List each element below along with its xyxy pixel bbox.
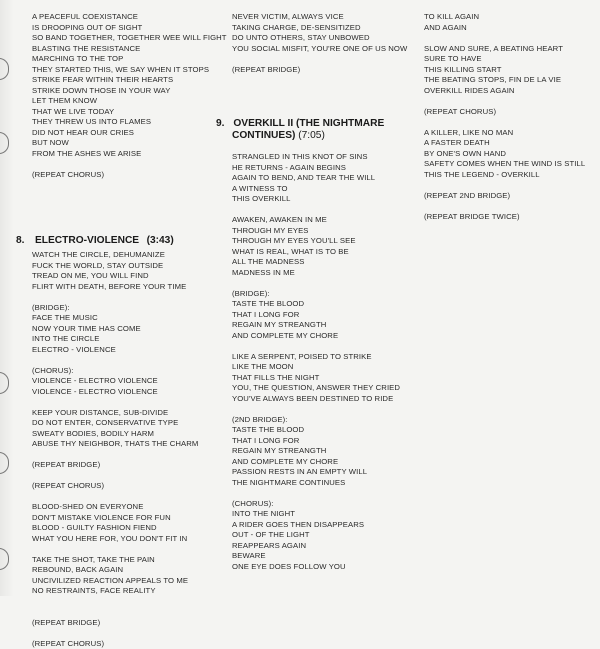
lyric-line: YOU, THE QUESTION, ANSWER THEY CRIED	[232, 383, 400, 394]
stanza-gap	[232, 278, 400, 289]
lyric-line: HE RETURNS - AGAIN BEGINS	[232, 163, 400, 174]
lyric-line: REAPPEARS AGAIN	[232, 541, 400, 552]
lyric-line: NEVER VICTIM, ALWAYS VICE	[232, 12, 407, 23]
lyric-line: KEEP YOUR DISTANCE, SUB-DIVIDE	[32, 408, 198, 419]
lyric-line: DO UNTO OTHERS, STAY UNBOWED	[232, 33, 407, 44]
lyric-line: AWAKEN, AWAKEN IN ME	[232, 215, 400, 226]
lyric-line: ALL THE MADNESS	[232, 257, 400, 268]
song9-title-line1: OVERKILL II (THE NIGHTMARE	[233, 118, 384, 129]
lyric-line: DID NOT HEAR OUR CRIES	[32, 128, 227, 139]
lyric-line: (REPEAT BRIDGE)	[32, 618, 198, 629]
lyric-line: (REPEAT CHORUS)	[32, 639, 198, 649]
lyric-line: STRIKE FEAR WITHIN THEIR HEARTS	[32, 75, 227, 86]
lyric-line: A RIDER GOES THEN DISAPPEARS	[232, 520, 400, 531]
lyric-line: SURE TO HAVE	[424, 54, 585, 65]
lyric-line: (REPEAT 2ND BRIDGE)	[424, 191, 585, 202]
lyric-line: (REPEAT CHORUS)	[32, 170, 227, 181]
lyric-line: (BRIDGE):	[232, 289, 400, 300]
lyric-line: (REPEAT BRIDGE)	[32, 460, 198, 471]
lyric-line: TAKE THE SHOT, TAKE THE PAIN	[32, 555, 198, 566]
lyric-line: THEY STARTED THIS, WE SAY WHEN IT STOPS	[32, 65, 227, 76]
lyric-line: TO KILL AGAIN	[424, 12, 585, 23]
stanza-gap	[32, 628, 198, 639]
lyric-line: THIS THE LEGEND - OVERKILL	[424, 170, 585, 181]
lyric-line: TASTE THE BLOOD	[232, 425, 400, 436]
col2-top-lyrics	[232, 12, 407, 75]
lyric-line: BLOOD - GUILTY FASHION FIEND	[32, 523, 198, 534]
lyric-line: BEWARE	[232, 551, 400, 562]
lyric-line: WHAT IS REAL, WHAT IS TO BE	[232, 247, 400, 258]
song9-title-line2: CONTINUES)	[232, 130, 295, 141]
lyric-line: (2ND BRIDGE):	[232, 415, 400, 426]
stanza-gap	[232, 205, 400, 216]
stanza-gap	[32, 544, 198, 555]
lyric-line: (BRIDGE):	[32, 303, 198, 314]
lyric-line: SWEATY BODIES, BODILY HARM	[32, 429, 198, 440]
lyric-line: VIOLENCE - ELECTRO VIOLENCE	[32, 376, 198, 387]
song9-heading	[216, 118, 384, 142]
lyric-line: AGAIN TO BEND, AND TEAR THE WILL	[232, 173, 400, 184]
lyric-line: FROM THE ASHES WE ARISE	[32, 149, 227, 160]
lyric-line: LET THEM KNOW	[32, 96, 227, 107]
lyric-line: THROUGH MY EYES YOU'LL SEE	[232, 236, 400, 247]
lyric-line: MARCHING TO THE TOP	[32, 54, 227, 65]
lyric-line: ABUSE THY NEIGHBOR, THATS THE CHARM	[32, 439, 198, 450]
lyric-line: OUT - OF THE LIGHT	[232, 530, 400, 541]
song9-lyrics	[232, 152, 400, 572]
lyric-line: THAT WE LIVE TODAY	[32, 107, 227, 118]
lyric-line: STRANGLED IN THIS KNOT OF SINS	[232, 152, 400, 163]
lyric-line: A FASTER DEATH	[424, 138, 585, 149]
lyric-line: DON'T MISTAKE VIOLENCE FOR FUN	[32, 513, 198, 524]
lyric-line: YOU'VE ALWAYS BEEN DESTINED TO RIDE	[232, 394, 400, 405]
stanza-gap	[32, 597, 198, 608]
stanza-gap	[32, 607, 198, 618]
lyric-line: IS DROOPING OUT OF SIGHT	[32, 23, 227, 34]
lyric-line: THROUGH MY EYES	[232, 226, 400, 237]
lyric-line: TAKING CHARGE, DE-SENSITIZED	[232, 23, 407, 34]
lyric-line: STRIKE DOWN THOSE IN YOUR WAY	[32, 86, 227, 97]
stanza-gap	[32, 355, 198, 366]
stanza-gap	[424, 201, 585, 212]
lyric-line: (CHORUS):	[232, 499, 400, 510]
stanza-gap	[32, 159, 227, 170]
stanza-gap	[424, 96, 585, 107]
lyric-line: TREAD ON ME, YOU WILL FIND	[32, 271, 198, 282]
lyric-line: THIS KILLING START	[424, 65, 585, 76]
lyric-line: THEY THREW US INTO FLAMES	[32, 117, 227, 128]
lyric-line: WHAT YOU HERE FOR, YOU DON'T FIT IN	[32, 534, 198, 545]
lyric-line: SAFETY COMES WHEN THE WIND IS STILL	[424, 159, 585, 170]
lyric-line: ONE EYE DOES FOLLOW YOU	[232, 562, 400, 573]
lyric-line: THIS OVERKILL	[232, 194, 400, 205]
lyric-line: VIOLENCE - ELECTRO VIOLENCE	[32, 387, 198, 398]
col3-lyrics	[424, 12, 585, 222]
lyric-line: PASSION RESTS IN AN EMPTY WILL	[232, 467, 400, 478]
lyric-line: FLIRT WITH DEATH, BEFORE YOUR TIME	[32, 282, 198, 293]
song8-heading	[16, 230, 174, 248]
lyric-line: A WITNESS TO	[232, 184, 400, 195]
lyric-line: FACE THE MUSIC	[32, 313, 198, 324]
lyric-line: THE NIGHTMARE CONTINUES	[232, 478, 400, 489]
song8-duration: (3:43)	[147, 235, 174, 246]
stanza-gap	[32, 471, 198, 482]
lyric-line: (REPEAT CHORUS)	[424, 107, 585, 118]
lyric-line: BY ONE'S OWN HAND	[424, 149, 585, 160]
page-binding-edge	[0, 0, 14, 596]
lyric-line: THAT I LONG FOR	[232, 310, 400, 321]
lyric-line: INTO THE CIRCLE	[32, 334, 198, 345]
lyric-line: BUT NOW	[32, 138, 227, 149]
lyric-line: DO NOT ENTER, CONSERVATIVE TYPE	[32, 418, 198, 429]
lyric-line: REGAIN MY STREANGTH	[232, 320, 400, 331]
lyric-line: ELECTRO - VIOLENCE	[32, 345, 198, 356]
lyric-line: LIKE A SERPENT, POISED TO STRIKE	[232, 352, 400, 363]
lyric-line: AND COMPLETE MY CHORE	[232, 331, 400, 342]
lyric-line: (CHORUS):	[32, 366, 198, 377]
lyric-line: LIKE THE MOON	[232, 362, 400, 373]
lyric-line: A PEACEFUL COEXISTANCE	[32, 12, 227, 23]
stanza-gap	[232, 54, 407, 65]
lyric-line: MADNESS IN ME	[232, 268, 400, 279]
song9-number: 9.	[216, 118, 225, 129]
song8-number: 8.	[16, 235, 25, 246]
lyric-line: UNCIVILIZED REACTION APPEALS TO ME	[32, 576, 198, 587]
stanza-gap	[424, 33, 585, 44]
stanza-gap	[232, 341, 400, 352]
lyric-line: THE BEATING STOPS, FIN DE LA VIE	[424, 75, 585, 86]
stanza-gap	[232, 404, 400, 415]
lyric-line: (REPEAT BRIDGE TWICE)	[424, 212, 585, 223]
stanza-gap	[232, 488, 400, 499]
stanza-gap	[424, 117, 585, 128]
stanza-gap	[424, 180, 585, 191]
lyric-line: TASTE THE BLOOD	[232, 299, 400, 310]
lyric-line: SO BAND TOGETHER, TOGETHER WEE WILL FIGHT	[32, 33, 227, 44]
lyric-line: AND AGAIN	[424, 23, 585, 34]
lyric-line: INTO THE NIGHT	[232, 509, 400, 520]
lyric-line: A KILLER, LIKE NO MAN	[424, 128, 585, 139]
lyric-line: REBOUND, BACK AGAIN	[32, 565, 198, 576]
song9-duration: (7:05)	[298, 130, 325, 141]
lyric-line: REGAIN MY STREANGTH	[232, 446, 400, 457]
lyric-line: NO RESTRAINTS, FACE REALITY	[32, 586, 198, 597]
lyric-line: WATCH THE CIRCLE, DEHUMANIZE	[32, 250, 198, 261]
lyric-line: BLASTING THE RESISTANCE	[32, 44, 227, 55]
lyric-line: FUCK THE WORLD, STAY OUTSIDE	[32, 261, 198, 272]
lyric-line: YOU SOCIAL MISFIT, YOU'RE ONE OF US NOW	[232, 44, 407, 55]
song8-lyrics	[32, 250, 198, 649]
stanza-gap	[32, 450, 198, 461]
col1-top-lyrics	[32, 12, 227, 180]
lyric-line: OVERKILL RIDES AGAIN	[424, 86, 585, 97]
lyric-line: NOW YOUR TIME HAS COME	[32, 324, 198, 335]
lyric-line: THAT FILLS THE NIGHT	[232, 373, 400, 384]
lyric-line: (REPEAT CHORUS)	[32, 481, 198, 492]
lyric-line: SLOW AND SURE, A BEATING HEART	[424, 44, 585, 55]
stanza-gap	[32, 492, 198, 503]
stanza-gap	[32, 397, 198, 408]
lyric-line: (REPEAT BRIDGE)	[232, 65, 407, 76]
lyric-line: AND COMPLETE MY CHORE	[232, 457, 400, 468]
lyric-line: BLOOD-SHED ON EVERYONE	[32, 502, 198, 513]
song8-title: ELECTRO-VIOLENCE	[35, 235, 139, 246]
lyric-line: THAT I LONG FOR	[232, 436, 400, 447]
stanza-gap	[32, 292, 198, 303]
